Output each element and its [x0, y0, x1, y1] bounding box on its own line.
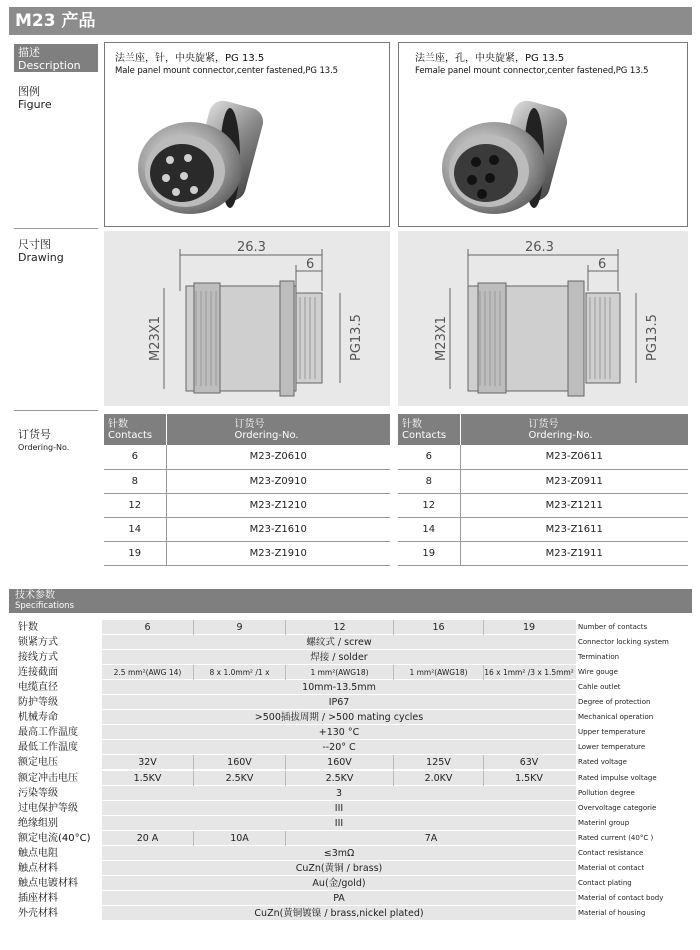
table-row: 8 M23-Z0910 — [104, 469, 390, 493]
spec-cell: 1.5KV — [515, 772, 543, 784]
spec-row — [18, 786, 688, 801]
dim-length: 26.3 — [237, 240, 266, 255]
dim-m23: M23X1 — [434, 316, 449, 361]
male-figure-panel — [104, 42, 390, 227]
table-row: 14 M23-Z1610 — [104, 517, 390, 541]
dim-pg: PG13.5 — [349, 314, 364, 361]
specifications-header — [9, 589, 692, 613]
spec-label: 针数 — [18, 622, 38, 633]
female-caption-en: Female panel mount connector,center fastened,PG 13.5 — [415, 66, 649, 76]
spec-label-en: Material of housing — [578, 908, 646, 917]
spec-row — [18, 876, 688, 891]
spec-cell: 10A — [194, 831, 286, 846]
spec-value — [102, 620, 576, 635]
col-contacts-header: 针数 Contacts — [398, 414, 460, 445]
table-row: 19 M23-Z1910 — [104, 541, 390, 565]
table-row: 19 M23-Z1911 — [398, 541, 688, 565]
spec-label-en: Contact plating — [578, 878, 632, 887]
spec-label: 锁紧方式 — [18, 637, 58, 649]
female-caption-zh: 法兰座，孔，中央旋紧，PG 13.5 — [415, 53, 565, 64]
spec-label-en: Rated current (40°C ) — [578, 833, 654, 842]
spec-row — [18, 710, 688, 725]
spec-label-en: Rated impulse voltage — [578, 773, 657, 782]
spec-value: IP67 — [102, 695, 576, 710]
spec-label-en: Overvoltage categorie — [578, 803, 657, 812]
spec-row — [18, 846, 688, 861]
spec-value: PA — [102, 891, 576, 906]
spec-label-en: Contact resistance — [578, 848, 644, 857]
spec-label-en: Degree of protection — [578, 698, 651, 707]
female-dimension-drawing — [398, 231, 688, 406]
spec-label-en: Number of contacts — [578, 623, 648, 631]
spec-cell: 2.0KV — [394, 771, 484, 786]
spec-cell: 16 x 1mm² /3 x 1.5mm² — [484, 668, 574, 678]
spec-value: III — [102, 801, 576, 816]
ordering-label-en: Ordering-No. — [18, 443, 70, 452]
dim-length: 26.3 — [525, 240, 554, 255]
spec-row — [18, 861, 688, 876]
spec-cell: 63V — [519, 757, 539, 769]
spec-label: 连接截面 — [18, 667, 58, 679]
spec-cell: 2.5KV — [194, 771, 286, 786]
spec-cell: 125V — [394, 755, 484, 770]
spec-row — [18, 831, 688, 846]
spec-row — [18, 755, 688, 770]
male-caption-zh: 法兰座，针，中央旋紧，PG 13.5 — [115, 53, 265, 64]
spec-label: 绝缘组别 — [18, 817, 58, 829]
drawing-label-en: Drawing — [18, 251, 64, 264]
spec-value — [102, 831, 576, 846]
description-label-zh: 描述 — [18, 46, 40, 59]
spec-cell: 160V — [286, 755, 394, 770]
spec-label: 触点电镀材料 — [18, 877, 78, 889]
spec-cell: 19 — [522, 622, 536, 633]
description-header — [14, 44, 98, 72]
table-row: 6 M23-Z0611 — [398, 445, 688, 469]
table-row: 14 M23-Z1611 — [398, 517, 688, 541]
spec-row — [18, 740, 688, 755]
ordering-label-zh: 订货号 — [18, 428, 51, 441]
female-drawing-panel — [398, 231, 688, 406]
figure-label — [18, 85, 52, 111]
divider — [14, 228, 98, 229]
spec-value — [102, 755, 576, 770]
drawing-label — [18, 238, 64, 264]
spec-row — [18, 816, 688, 831]
spec-label: 最高工作温度 — [18, 727, 78, 739]
spec-cell: 160V — [194, 755, 286, 770]
drawing-label-zh: 尺寸图 — [18, 238, 51, 251]
spec-cell: 32V — [102, 755, 194, 770]
page-title: M23 产品 — [9, 7, 692, 35]
spec-value: CuZn(黄铜镀镍 / brass,nickel plated) — [102, 906, 576, 921]
spec-label: 接线方式 — [18, 652, 58, 664]
spec-cell: 7A — [424, 832, 438, 844]
male-connector-image — [130, 98, 280, 218]
spec-value — [102, 665, 576, 680]
spec-row — [18, 635, 688, 650]
spec-row — [18, 695, 688, 710]
spec-label-en: Termination — [578, 653, 620, 662]
spec-row — [18, 891, 688, 906]
dim-pg: PG13.5 — [645, 314, 660, 361]
spec-label: 触点材料 — [18, 862, 58, 874]
spec-cell: 16 — [394, 620, 484, 635]
col-ordering-header: 订货号 Ordering-No. — [460, 414, 688, 445]
spec-cell: 12 — [286, 620, 394, 635]
spec-row — [18, 801, 688, 816]
dim-thread: 6 — [306, 257, 315, 272]
spec-label: 外壳材料 — [18, 907, 58, 919]
spec-value: >500插拔周期 / >500 mating cycles — [102, 710, 576, 725]
divider — [14, 410, 98, 411]
spec-label-en: Wire gouge — [578, 668, 618, 677]
spec-header-en: Specifications — [15, 601, 75, 611]
male-caption-en: Male panel mount connector,center fastened,PG 13.5 — [115, 66, 338, 76]
table-row: 6 M23-Z0610 — [104, 445, 390, 469]
table-row: 8 M23-Z0911 — [398, 469, 688, 493]
spec-cell: 8 x 1.0mm² /1 x — [194, 665, 286, 680]
spec-row — [18, 665, 688, 680]
spec-label: 防护等级 — [18, 697, 58, 709]
spec-value: --20° C — [102, 740, 576, 755]
spec-header-zh: 技术参数 — [15, 590, 55, 601]
dim-thread: 6 — [598, 257, 607, 272]
figure-label-en: Figure — [18, 98, 52, 111]
spec-value: 螺纹式 / screw — [102, 635, 576, 650]
spec-label: 触点电阻 — [18, 847, 58, 859]
spec-label: 额定电流(40°C) — [18, 832, 91, 844]
spec-label-en: Rated voltage — [578, 758, 627, 767]
spec-label-en: Materinl group — [578, 818, 630, 827]
spec-label-en: Lower temperature — [578, 743, 646, 752]
spec-value: 3 — [102, 786, 576, 801]
spec-cell: 6 — [102, 620, 194, 635]
spec-label-en: Cahle outlet — [578, 683, 621, 692]
spec-value — [102, 771, 576, 786]
spec-row — [18, 680, 688, 695]
spec-label: 插座材料 — [18, 892, 58, 904]
male-drawing-panel — [104, 231, 390, 406]
female-connector-image — [434, 98, 584, 218]
spec-row — [18, 650, 688, 665]
female-figure-panel — [398, 42, 688, 227]
spec-label-en: Pollution degree — [578, 788, 635, 797]
description-label-en: Description — [18, 59, 81, 72]
spec-cell: 2.5KV — [286, 771, 394, 786]
spec-value: ≤3mΩ — [102, 846, 576, 861]
male-dimension-drawing — [104, 231, 390, 406]
spec-label: 最低工作温度 — [18, 742, 78, 754]
spec-label-en: Material ot contact — [578, 863, 645, 872]
spec-label: 额定冲击电压 — [18, 772, 78, 784]
spec-value: Au(金/gold) — [102, 876, 576, 891]
spec-label-en: Mechanical operation — [578, 713, 654, 722]
spec-value: 焊接 / solder — [102, 650, 576, 665]
spec-label: 机械寿命 — [18, 712, 58, 724]
spec-cell: 1.5KV — [102, 771, 194, 786]
spec-label: 过电保护等级 — [18, 802, 78, 814]
spec-row — [18, 620, 688, 635]
col-contacts-header: 针数 Contacts — [104, 414, 166, 445]
ordering-label — [18, 428, 69, 454]
spec-label-en: Connector locking system — [578, 638, 669, 647]
spec-label: 电缆直径 — [18, 682, 58, 694]
spec-label: 污染等级 — [18, 787, 58, 799]
spec-cell: 20 A — [102, 831, 194, 846]
male-ordering-table — [104, 414, 390, 566]
spec-cell: 2.5 mm²(AWG 14) — [102, 665, 194, 680]
spec-cell: 1 mm²(AWG18) — [286, 665, 394, 680]
spec-value: 10mm-13.5mm — [102, 680, 576, 695]
spec-label-en: Material of contact body — [578, 893, 664, 902]
dim-m23: M23X1 — [148, 316, 163, 361]
spec-cell: 9 — [194, 620, 286, 635]
figure-label-zh: 图例 — [18, 85, 40, 98]
spec-cell: 1 mm²(AWG18) — [394, 665, 484, 680]
female-ordering-table — [398, 414, 688, 566]
table-row: 12 M23-Z1211 — [398, 493, 688, 517]
col-ordering-header: 订货号 Ordering-No. — [166, 414, 390, 445]
table-row: 12 M23-Z1210 — [104, 493, 390, 517]
spec-value: CuZn(黄铜 / brass) — [102, 861, 576, 876]
spec-label-en: Upper temperature — [578, 728, 646, 737]
spec-value: III — [102, 816, 576, 831]
spec-label: 额定电压 — [18, 757, 58, 769]
spec-value: +130 °C — [102, 725, 576, 740]
spec-row — [18, 725, 688, 740]
spec-row — [18, 771, 688, 786]
spec-row — [18, 906, 688, 921]
